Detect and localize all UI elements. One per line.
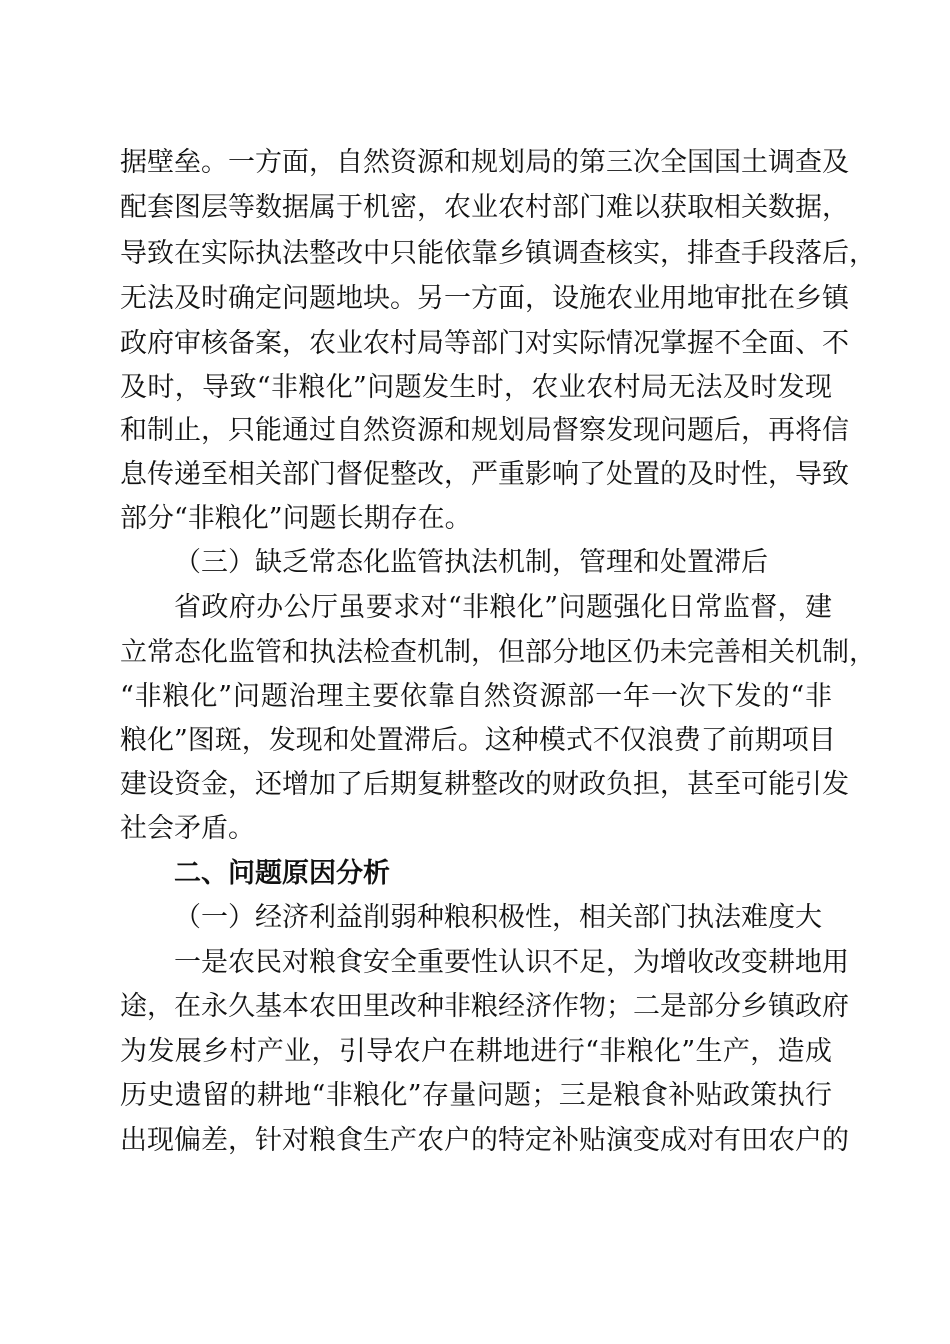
paragraph-line: 和制止，只能通过自然资源和规划局督察发现问题后，再将信 — [120, 415, 849, 446]
paragraph-line: 为发展乡村产业，引导农户在耕地进行“非粮化”生产，造成 — [120, 1036, 832, 1067]
paragraph-line: 导致在实际执法整改中只能依靠乡镇调查核实，排查手段落后， — [120, 238, 876, 269]
paragraph-line: 政府审核备案，农业农村局等部门对实际情况掌握不全面、不 — [120, 328, 849, 359]
paragraph-line: 无法及时确定问题地块。另一方面，设施农业用地审批在乡镇 — [120, 283, 849, 314]
paragraph-line: “非粮化”问题治理主要依靠自然资源部一年一次下发的“非 — [120, 681, 832, 712]
paragraph-line: 建设资金，还增加了后期复耕整改的财政负担，甚至可能引发 — [120, 769, 849, 800]
subheading-3: （三）缺乏常态化监管执法机制，管理和处置滞后 — [174, 547, 768, 578]
paragraph-line: 配套图层等数据属于机密，农业农村部门难以获取相关数据， — [120, 192, 849, 223]
paragraph-line: 一是农民对粮食安全重要性认识不足，为增收改变耕地用 — [174, 947, 849, 978]
paragraph-line: 立常态化监管和执法检查机制，但部分地区仍未完善相关机制， — [120, 637, 876, 668]
section-heading: 二、问题原因分析 — [174, 858, 390, 889]
paragraph-line: 息传递至相关部门督促整改，严重影响了处置的及时性，导致 — [120, 459, 849, 490]
paragraph-line: 出现偏差，针对粮食生产农户的特定补贴演变成对有田农户的 — [120, 1125, 849, 1156]
paragraph-line: 途，在永久基本农田里改种非粮经济作物；二是部分乡镇政府 — [120, 991, 849, 1022]
paragraph-line: 历史遗留的耕地“非粮化”存量问题；三是粮食补贴政策执行 — [120, 1080, 832, 1111]
paragraph-line: 及时，导致“非粮化”问题发生时，农业农村局无法及时发现 — [120, 372, 832, 403]
paragraph-line: 省政府办公厅虽要求对“非粮化”问题强化日常监督，建 — [174, 592, 832, 623]
paragraph-line: 部分“非粮化”问题长期存在。 — [120, 503, 472, 534]
paragraph-line: 社会矛盾。 — [120, 813, 255, 844]
paragraph-line: 据壁垒。一方面，自然资源和规划局的第三次全国国土调查及 — [120, 147, 849, 178]
paragraph-line: 粮化”图斑，发现和处置滞后。这种模式不仅浪费了前期项目 — [120, 725, 836, 756]
subheading-1: （一）经济利益削弱种粮积极性，相关部门执法难度大 — [174, 902, 822, 933]
